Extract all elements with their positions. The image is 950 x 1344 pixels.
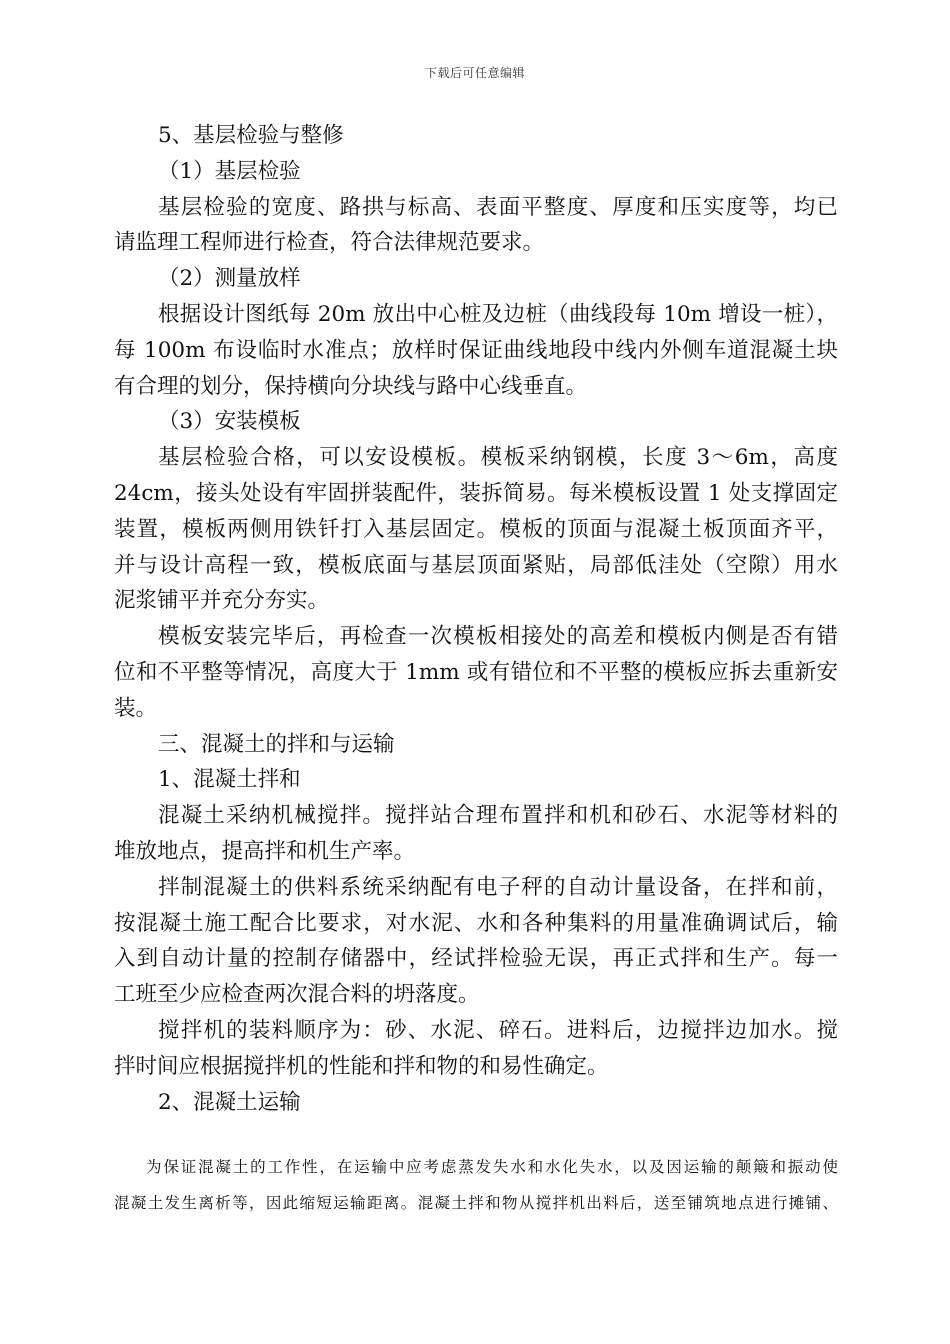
small-paragraph xyxy=(114,1149,838,1221)
document-body xyxy=(114,118,838,1120)
small-paragraph-line: 为保证混凝土的工作性，在运输中应考虑蒸发失水和水化失水，以及因运输的颠簸和振动使 xyxy=(146,1158,838,1176)
paragraph-line: 装置，模板两侧用铁钎打入基层固定。模板的顶面与混凝土板顶面齐平， xyxy=(114,516,838,542)
paragraph-line: （2）测量放样 xyxy=(158,266,301,292)
section-heading: 三、混凝土的拌和与运输 xyxy=(158,731,395,757)
paragraph-line: 拌时间应根据搅拌机的性能和拌和物的和易性确定。 xyxy=(114,1053,609,1079)
paragraph-line: 根据设计图纸每 20m 放出中心桩及边桩（曲线段每 10m 增设一桩）， xyxy=(158,301,838,327)
subsection-heading: 1、混凝土拌和 xyxy=(158,767,301,793)
paragraph-line: 位和不平整等情况，高度大于 1mm 或有错位和不平整的模板应拆去重新安 xyxy=(114,659,838,685)
paragraph-line: 堆放地点，提高拌和机生产率。 xyxy=(114,838,416,864)
paragraph-line: 每 100m 布设临时水准点；放样时保证曲线地段中线内外侧车道混凝土块 xyxy=(114,337,838,363)
paragraph-line: 拌制混凝土的供料系统采纳配有电子秤的自动计量设备，在拌和前， xyxy=(158,874,838,900)
paragraph-line: 请监理工程师进行检查，符合法律规范要求。 xyxy=(114,230,545,256)
paragraph-line: 混凝土采纳机械搅拌。搅拌站合理布置拌和机和砂石、水泥等材料的 xyxy=(158,803,838,829)
subsection-heading: 2、混凝土运输 xyxy=(158,1089,301,1115)
paragraph-line: 工班至少应检查两次混合料的坍落度。 xyxy=(114,982,480,1008)
paragraph-line: 按混凝土施工配合比要求，对水泥、水和各种集料的用量准确调试后，输 xyxy=(114,910,838,936)
paragraph-line: 搅拌机的装料顺序为：砂、水泥、碎石。进料后，边搅拌边加水。搅 xyxy=(158,1017,838,1043)
paragraph-line: 并与设计高程一致，模板底面与基层顶面紧贴，局部低洼处（空隙）用水 xyxy=(114,552,838,578)
small-paragraph-line: 混凝土发生离析等，因此缩短运输距离。混凝土拌和物从搅拌机出料后，送至铺筑地点进行摊铺、 xyxy=(114,1194,838,1212)
paragraph-line: 泥浆铺平并充分夯实。 xyxy=(114,588,330,614)
paragraph-line: （3）安装模板 xyxy=(158,409,301,435)
paragraph-line: 装。 xyxy=(114,695,158,721)
paragraph-line: 5、基层检验与整修 xyxy=(158,123,344,148)
paragraph-line: 有合理的划分，保持横向分块线与路中心线垂直。 xyxy=(114,373,588,399)
paragraph-line: （1）基层检验 xyxy=(158,158,301,184)
page-header-note: 下载后可任意编辑 xyxy=(424,66,525,80)
paragraph-line: 基层检验的宽度、路拱与标高、表面平整度、厚度和压实度等，均已 xyxy=(158,194,838,220)
paragraph-line: 入到自动计量的控制存储器中，经试拌检验无误，再正式拌和生产。每一 xyxy=(114,946,838,972)
paragraph-line: 24cm，接头处设有牢固拼装配件，装拆简易。每米模板设置 1 处支撑固定 xyxy=(114,480,838,506)
paragraph-line: 模板安装完毕后，再检查一次模板相接处的高差和模板内侧是否有错 xyxy=(158,624,838,650)
paragraph-line: 基层检验合格，可以安设模板。模板采纳钢模，长度 3～6m，高度 xyxy=(158,445,838,471)
